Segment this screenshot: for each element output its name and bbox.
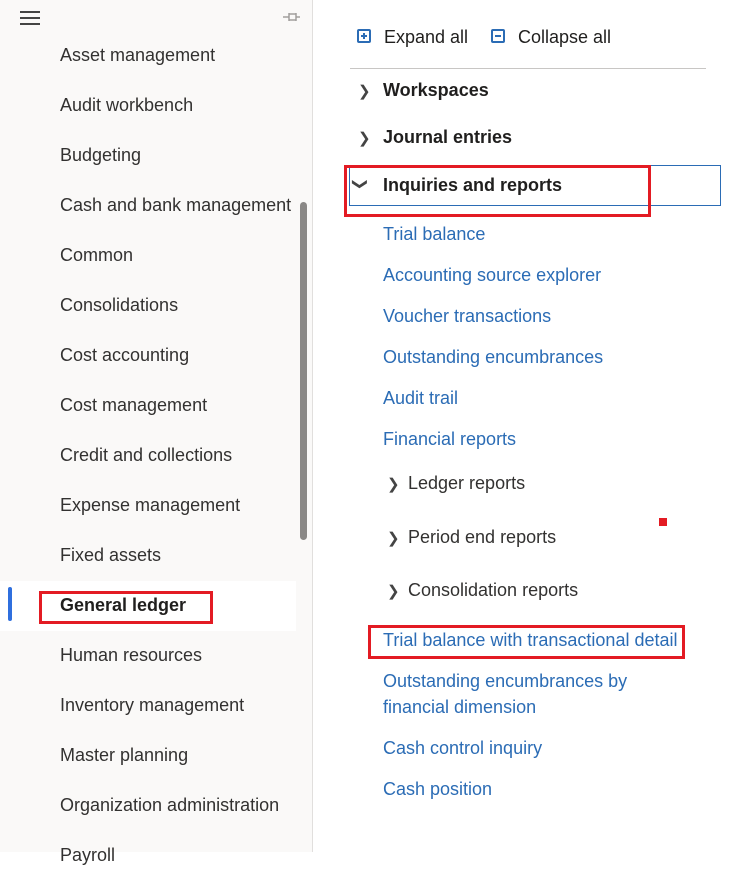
module-label: Credit and collections	[60, 445, 233, 465]
module-label: General ledger	[60, 595, 187, 615]
link-cash-control-inquiry[interactable]: Cash control inquiry	[383, 738, 543, 758]
module-label: Cash and bank management	[60, 195, 292, 215]
hamburger-menu-icon[interactable]	[20, 11, 40, 25]
module-menu-pane	[313, 0, 755, 852]
module-consolidations[interactable]	[0, 281, 296, 331]
subgroup-period-end-reports[interactable]	[383, 525, 583, 555]
module-label: Cost accounting	[60, 345, 190, 365]
subgroup-label: Consolidation reports	[408, 580, 579, 600]
link-cash-position[interactable]: Cash position	[383, 779, 493, 799]
group-label: Workspaces	[383, 80, 489, 100]
module-credit-and-collections[interactable]	[0, 431, 296, 481]
module-cash-and-bank-management[interactable]	[0, 181, 296, 231]
module-label: Expense management	[60, 495, 241, 515]
group-journal-entries[interactable]	[350, 117, 706, 161]
module-asset-management[interactable]	[0, 31, 296, 81]
navigation-pane	[0, 0, 313, 865]
module-label: Asset management	[60, 45, 216, 65]
module-inventory-management[interactable]	[0, 681, 296, 731]
subgroup-label: Period end reports	[408, 527, 557, 547]
module-master-planning[interactable]	[0, 731, 296, 781]
subgroup-ledger-reports[interactable]	[383, 471, 583, 501]
group-inquiries-and-reports[interactable]	[350, 165, 720, 209]
subgroup-label: Ledger reports	[408, 473, 526, 493]
link-trial-balance[interactable]: Trial balance	[383, 224, 486, 244]
module-label: Consolidations	[60, 295, 179, 315]
module-fixed-assets[interactable]	[0, 531, 296, 581]
chevron-right-icon: ❯	[358, 130, 371, 147]
module-label: Common	[60, 245, 134, 265]
module-label: Inventory management	[60, 695, 245, 715]
link-financial-reports[interactable]: Financial reports	[383, 429, 517, 449]
pin-icon[interactable]	[281, 9, 301, 25]
module-label: Audit workbench	[60, 95, 194, 115]
module-label: Organization administration	[60, 795, 280, 815]
module-label: Payroll	[60, 845, 116, 865]
module-organization-administration[interactable]	[0, 781, 296, 831]
module-audit-workbench[interactable]	[0, 81, 296, 131]
module-payroll[interactable]	[0, 831, 296, 881]
module-label: Cost management	[60, 395, 208, 415]
chevron-right-icon: ❯	[358, 83, 371, 100]
module-label: Budgeting	[60, 145, 142, 165]
module-general-ledger[interactable]	[0, 581, 296, 631]
chevron-right-icon: ❯	[387, 530, 400, 547]
module-cost-accounting[interactable]	[0, 331, 296, 381]
link-outstanding-encumbrances[interactable]: Outstanding encumbrances	[383, 347, 604, 367]
sidebar-scrollbar[interactable]	[300, 202, 307, 540]
chevron-right-icon: ❯	[387, 583, 400, 600]
link-voucher-transactions[interactable]: Voucher transactions	[383, 306, 552, 326]
module-label: Master planning	[60, 745, 189, 765]
module-human-resources[interactable]	[0, 631, 296, 681]
toolbar-separator	[350, 68, 706, 69]
link-outstanding-encumbrances-by-dimension-line2[interactable]: financial dimension	[383, 697, 537, 717]
selection-indicator	[8, 587, 12, 621]
group-workspaces[interactable]	[350, 70, 706, 114]
module-budgeting[interactable]	[0, 131, 296, 181]
link-accounting-source-explorer[interactable]: Accounting source explorer	[383, 265, 602, 285]
module-label: Human resources	[60, 645, 203, 665]
module-expense-management[interactable]	[0, 481, 296, 531]
module-common[interactable]	[0, 231, 296, 281]
red-marker	[659, 518, 667, 526]
module-label: Fixed assets	[60, 545, 162, 565]
chevron-down-icon: ❯	[351, 177, 369, 191]
module-cost-management[interactable]	[0, 381, 296, 431]
chevron-right-icon: ❯	[387, 476, 400, 493]
collapse-all-label: Collapse all	[518, 27, 612, 47]
group-label: Inquiries and reports	[383, 175, 563, 195]
link-outstanding-encumbrances-by-dimension-line1[interactable]: Outstanding encumbrances by	[383, 671, 628, 691]
link-trial-balance-transactional-detail[interactable]: Trial balance with transactional detail	[383, 630, 678, 650]
subgroup-consolidation-reports[interactable]	[383, 578, 603, 608]
expand-all-label: Expand all	[384, 27, 469, 47]
link-audit-trail[interactable]: Audit trail	[383, 388, 459, 408]
group-label: Journal entries	[383, 127, 513, 147]
